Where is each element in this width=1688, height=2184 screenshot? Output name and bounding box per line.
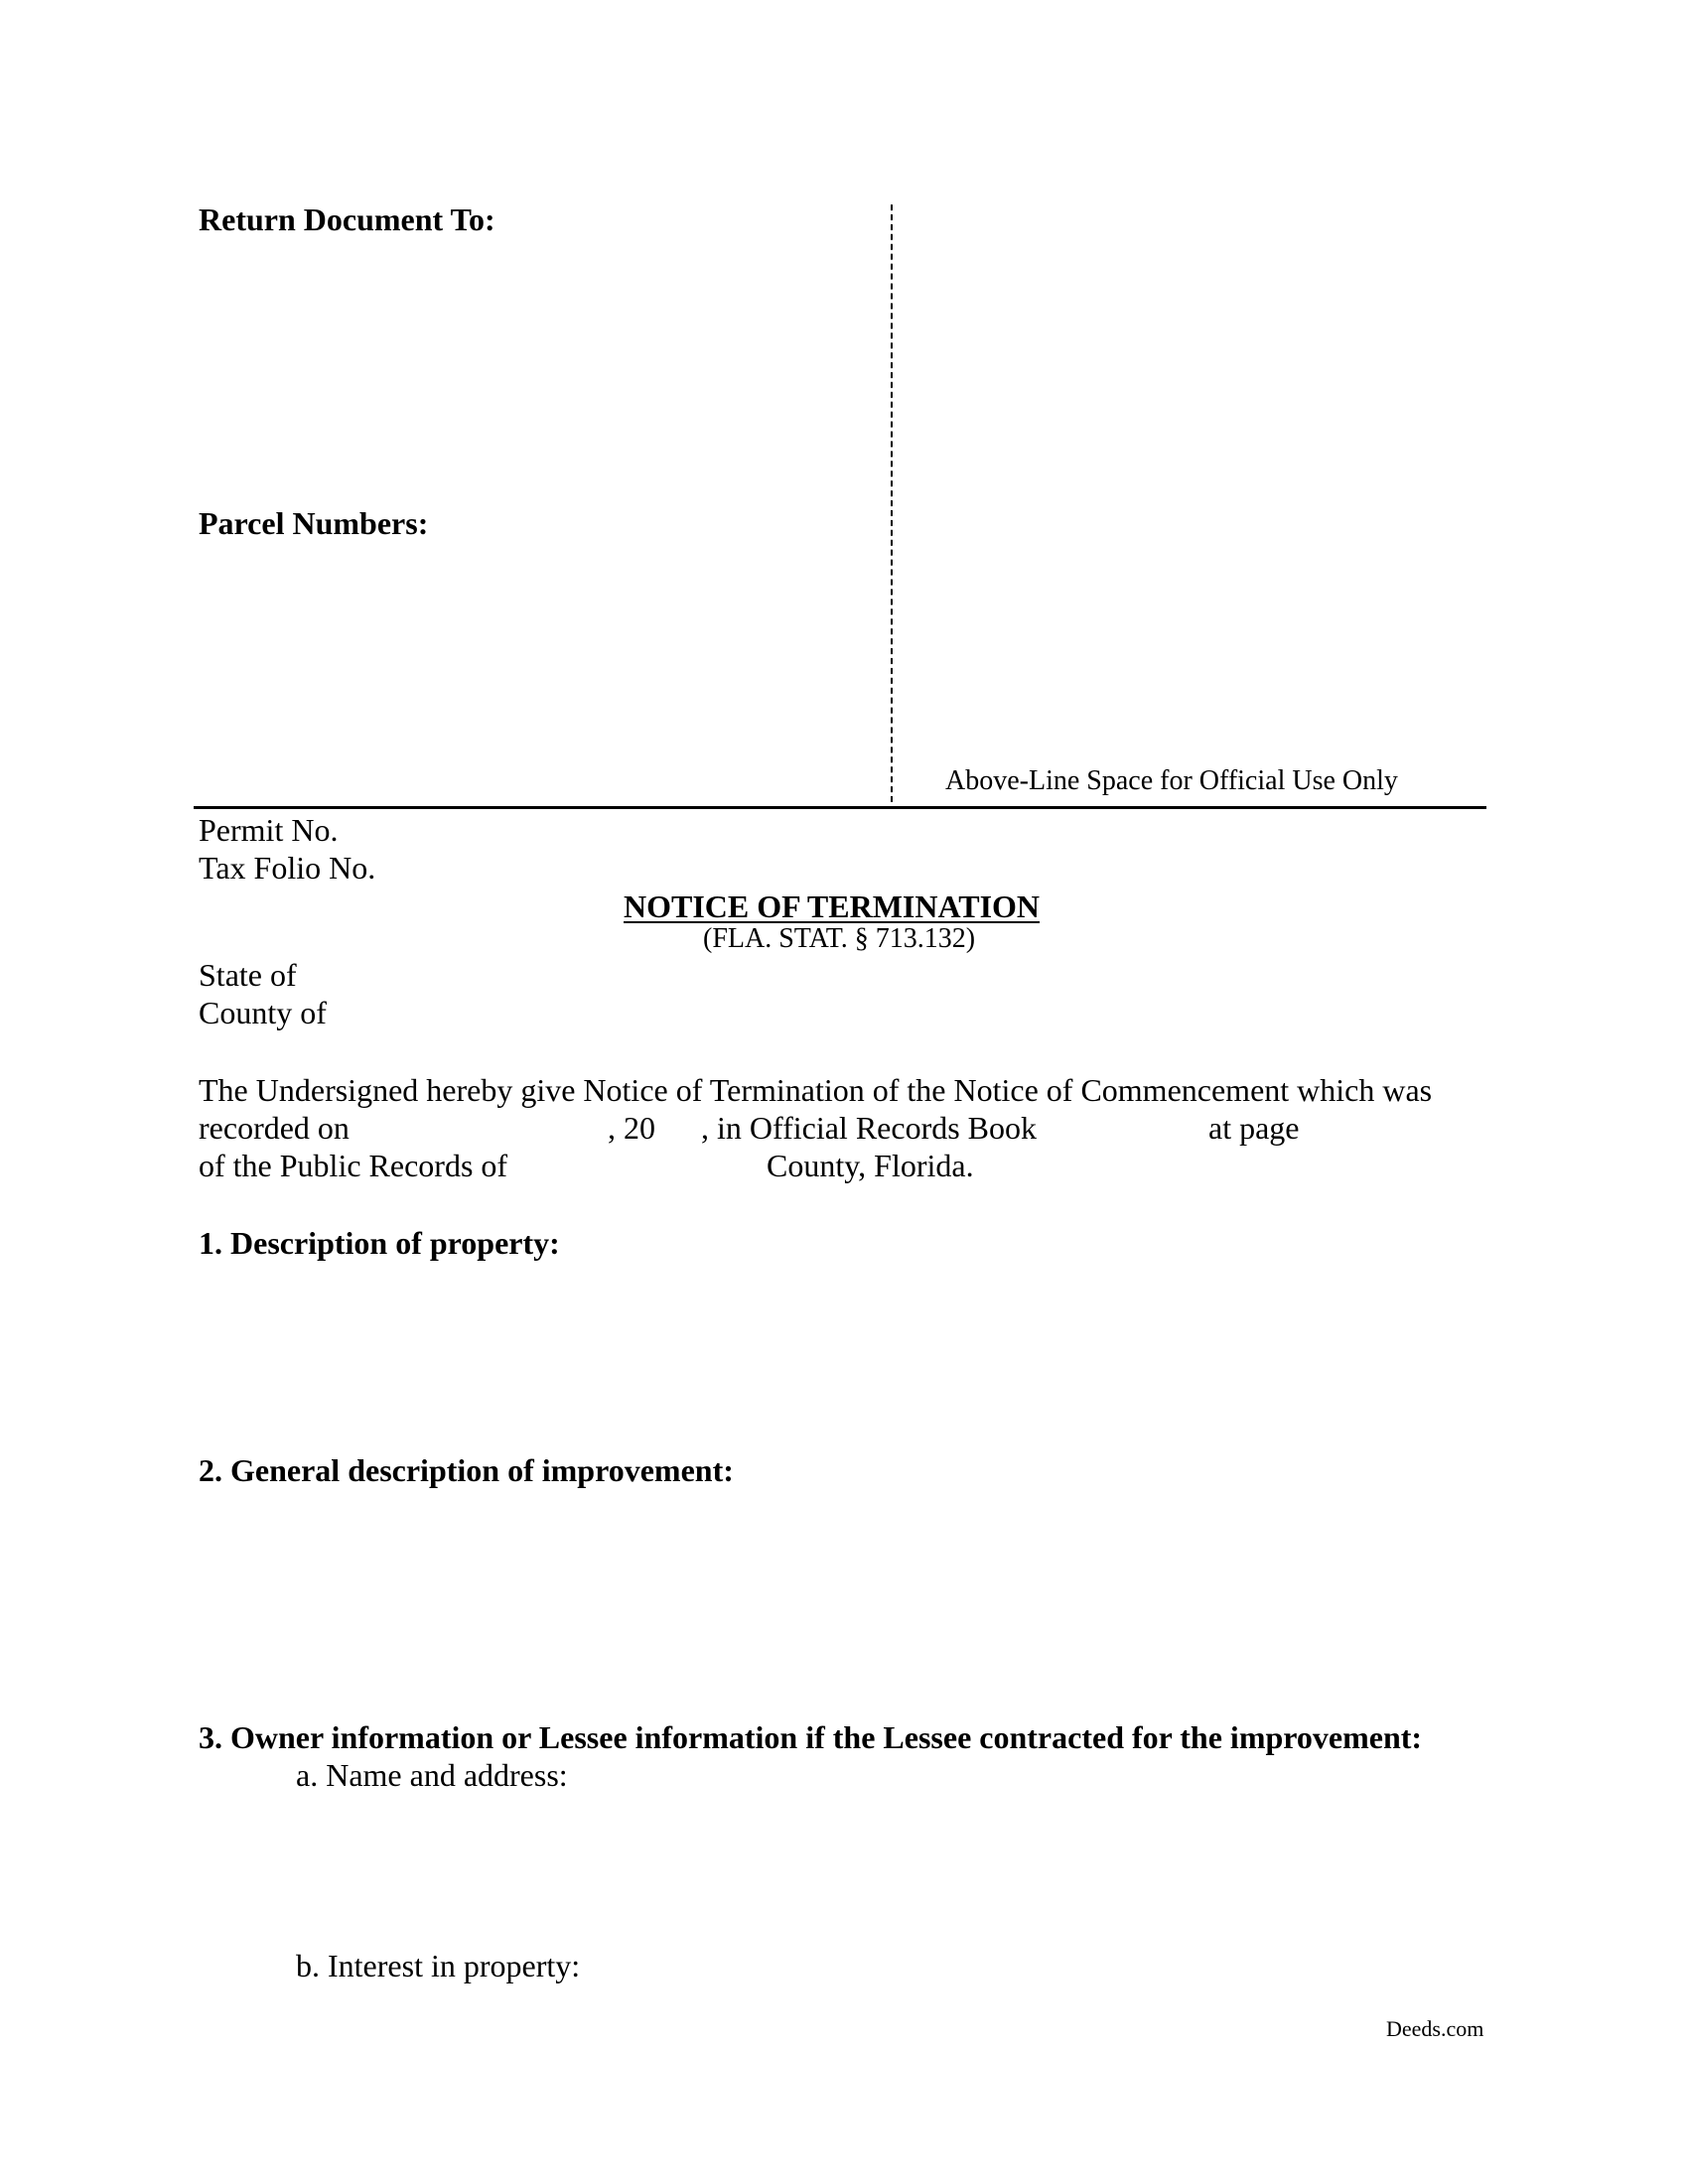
section-3a-label: a. Name and address: bbox=[296, 1757, 568, 1793]
document-title: NOTICE OF TERMINATION bbox=[624, 888, 1041, 924]
header-divider-horizontal bbox=[194, 806, 1486, 809]
section-3-heading: 3. Owner information or Lessee information if the Lessee contracted for the improvement: bbox=[199, 1719, 1423, 1755]
return-document-label: Return Document To: bbox=[199, 202, 495, 237]
section-2-heading: 2. General description of improvement: bbox=[199, 1452, 734, 1488]
county-of-label: County of bbox=[199, 995, 327, 1030]
body-text-line-1: The Undersigned hereby give Notice of Termination of the Notice of Commencement which was bbox=[199, 1072, 1433, 1108]
statute-reference: (FLA. STAT. § 713.132) bbox=[703, 923, 976, 954]
tax-folio-label: Tax Folio No. bbox=[199, 850, 376, 886]
section-3b-label: b. Interest in property: bbox=[296, 1948, 581, 1983]
year-label: , 20 bbox=[608, 1110, 655, 1146]
public-records-label: of the Public Records of bbox=[199, 1148, 508, 1183]
official-use-label: Above-Line Space for Official Use Only bbox=[945, 765, 1398, 796]
parcel-numbers-label: Parcel Numbers: bbox=[199, 505, 429, 541]
footer-brand: Deeds.com bbox=[1386, 2016, 1484, 2041]
state-of-label: State of bbox=[199, 957, 297, 993]
records-book-label: , in Official Records Book bbox=[701, 1110, 1038, 1146]
at-page-label: at page bbox=[1208, 1110, 1300, 1146]
permit-number-label: Permit No. bbox=[199, 812, 339, 848]
recorded-on-label: recorded on bbox=[199, 1110, 350, 1146]
county-florida-label: County, Florida. bbox=[767, 1148, 974, 1183]
header-divider-vertical bbox=[891, 205, 893, 802]
section-1-heading: 1. Description of property: bbox=[199, 1225, 560, 1261]
